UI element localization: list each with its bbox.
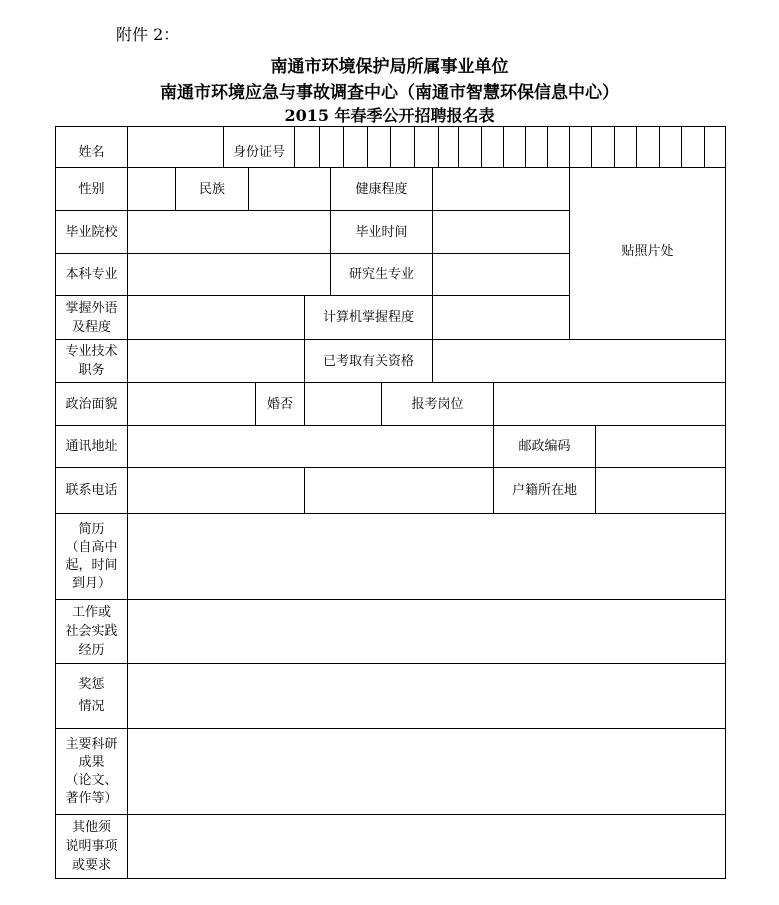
label-gender: 性别 bbox=[78, 181, 105, 197]
label-marital: 婚否 bbox=[266, 396, 293, 412]
label-ethnicity: 民族 bbox=[198, 181, 225, 197]
label-computer-skill: 计算机掌握程度 bbox=[322, 310, 414, 325]
label-postcode: 邮政编码 bbox=[518, 439, 571, 454]
label-grad-time: 毕业时间 bbox=[355, 224, 408, 240]
label-qualification: 已考取有关资格 bbox=[322, 353, 414, 369]
label-research: 主要科研 成果 （论文、 著作等） bbox=[65, 736, 118, 806]
title-line-2: 南通市环境应急与事故调查中心（南通市智慧环保信息中心） bbox=[160, 83, 619, 103]
label-id-number: 身份证号 bbox=[232, 144, 285, 160]
label-foreign-language: 掌握外语 及程度 bbox=[65, 300, 118, 335]
label-awards: 奖惩 情况 bbox=[78, 677, 105, 714]
attachment-label: 附件 2： bbox=[116, 25, 180, 44]
label-phone: 联系电话 bbox=[65, 483, 118, 498]
label-school: 毕业院校 bbox=[65, 224, 118, 240]
label-health: 健康程度 bbox=[355, 181, 408, 197]
photo-placeholder: 贴照片处 bbox=[621, 244, 674, 259]
label-position: 报考岗位 bbox=[411, 396, 464, 412]
label-name: 姓名 bbox=[78, 144, 105, 160]
label-work-experience: 工作或 社会实践 经历 bbox=[65, 605, 118, 658]
label-other-notes: 其他须 说明事项 或要求 bbox=[65, 820, 118, 873]
label-resume: 简历 （自高中 起，时间 到月） bbox=[65, 521, 118, 591]
label-undergrad-major: 本科专业 bbox=[65, 267, 118, 282]
label-grad-major: 研究生专业 bbox=[348, 267, 414, 282]
title-line-3: 2015 年春季公开招聘报名表 bbox=[284, 106, 495, 125]
title-line-1: 南通市环境保护局所属事业单位 bbox=[270, 57, 509, 77]
label-household: 户籍所在地 bbox=[511, 483, 577, 498]
label-address: 通讯地址 bbox=[65, 439, 118, 454]
label-political-status: 政治面貌 bbox=[65, 396, 118, 412]
label-tech-title: 专业技术 职务 bbox=[65, 344, 118, 378]
